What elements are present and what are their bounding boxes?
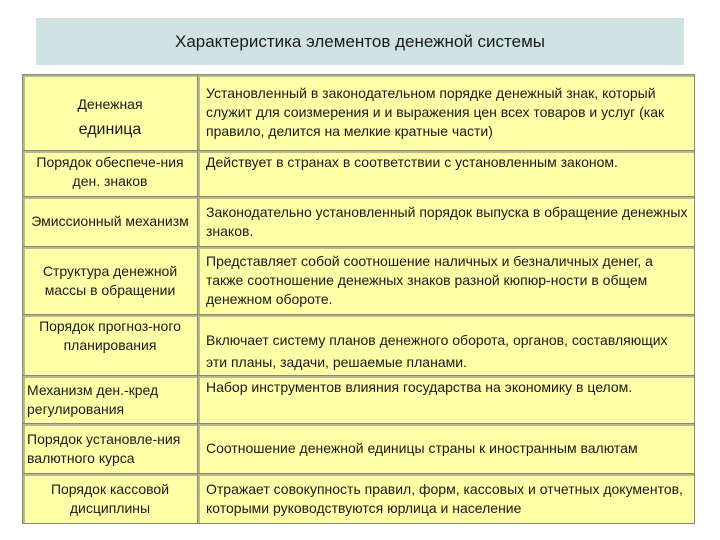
description-cell <box>198 474 695 524</box>
description-text: Отражает совокупность правил, форм, кассовых и отчетных документов, которыми руководствуются юрлица и население <box>206 480 683 516</box>
table-row <box>23 315 695 376</box>
term-cell <box>23 376 198 424</box>
term-cell <box>23 151 198 197</box>
term-cell <box>23 75 198 151</box>
description-text: Действует в странах в соответствии с установленным законом. <box>206 154 618 170</box>
description-cell <box>198 197 695 247</box>
description-cell <box>198 247 695 315</box>
page-title <box>36 18 684 65</box>
description-cell <box>198 151 695 197</box>
term-text: Денежная <box>77 95 143 112</box>
term-cell <box>23 474 198 524</box>
description-cell <box>198 315 695 376</box>
page-title-text: Характеристика элементов денежной системы <box>174 31 546 51</box>
description-text: Включает систему планов денежного оборота, органов, составляющих эти планы, задачи, решаемые планами. <box>206 332 668 370</box>
term-text: Структура денежной массы в обращении <box>42 262 178 298</box>
elements-table <box>22 74 695 524</box>
term-text: Эмиссионный механизм <box>31 213 189 229</box>
term-cell <box>23 424 198 474</box>
table-row <box>23 424 695 474</box>
description-cell <box>198 424 695 474</box>
table-row <box>23 151 695 197</box>
term-cell <box>23 197 198 247</box>
term-text: Порядок обеспече-ния ден. знаков <box>36 154 184 189</box>
term-cell <box>23 315 198 376</box>
term-cell <box>23 247 198 315</box>
table-row <box>23 376 695 424</box>
description-cell <box>198 75 695 151</box>
table-row <box>23 474 695 524</box>
description-cell <box>198 376 695 424</box>
description-text: Набор инструментов влияния государства на экономику в целом. <box>206 379 633 395</box>
term-text: Механизм ден.-кред регулирования <box>27 381 159 417</box>
term-text: Порядок кассовой дисциплины <box>50 480 170 516</box>
table-row <box>23 197 695 247</box>
description-text: Установленный в законодательном порядке денежный знак, который служит для соизмерения и и выражения цен всех товаров и услуг (как правило, делится на мелкие кратные части) <box>206 85 665 139</box>
term-text: Порядок установле-ния валютного курса <box>27 430 181 466</box>
description-text: Соотношение денежной единицы страны к иностранным валютам <box>206 440 638 456</box>
description-text: Законодательно установленный порядок выпуска в обращение денежных знаков. <box>206 203 688 239</box>
description-text: Представляет собой соотношение наличных и безналичных денег, а также соотношение денежных знаков разной кюпюр-ности в общем денежном обороте. <box>206 253 653 307</box>
table-row <box>23 75 695 151</box>
term-text: Порядок прогноз-ного планирования <box>39 318 181 353</box>
table-row <box>23 247 695 315</box>
term-text-line2: единица <box>78 120 142 138</box>
